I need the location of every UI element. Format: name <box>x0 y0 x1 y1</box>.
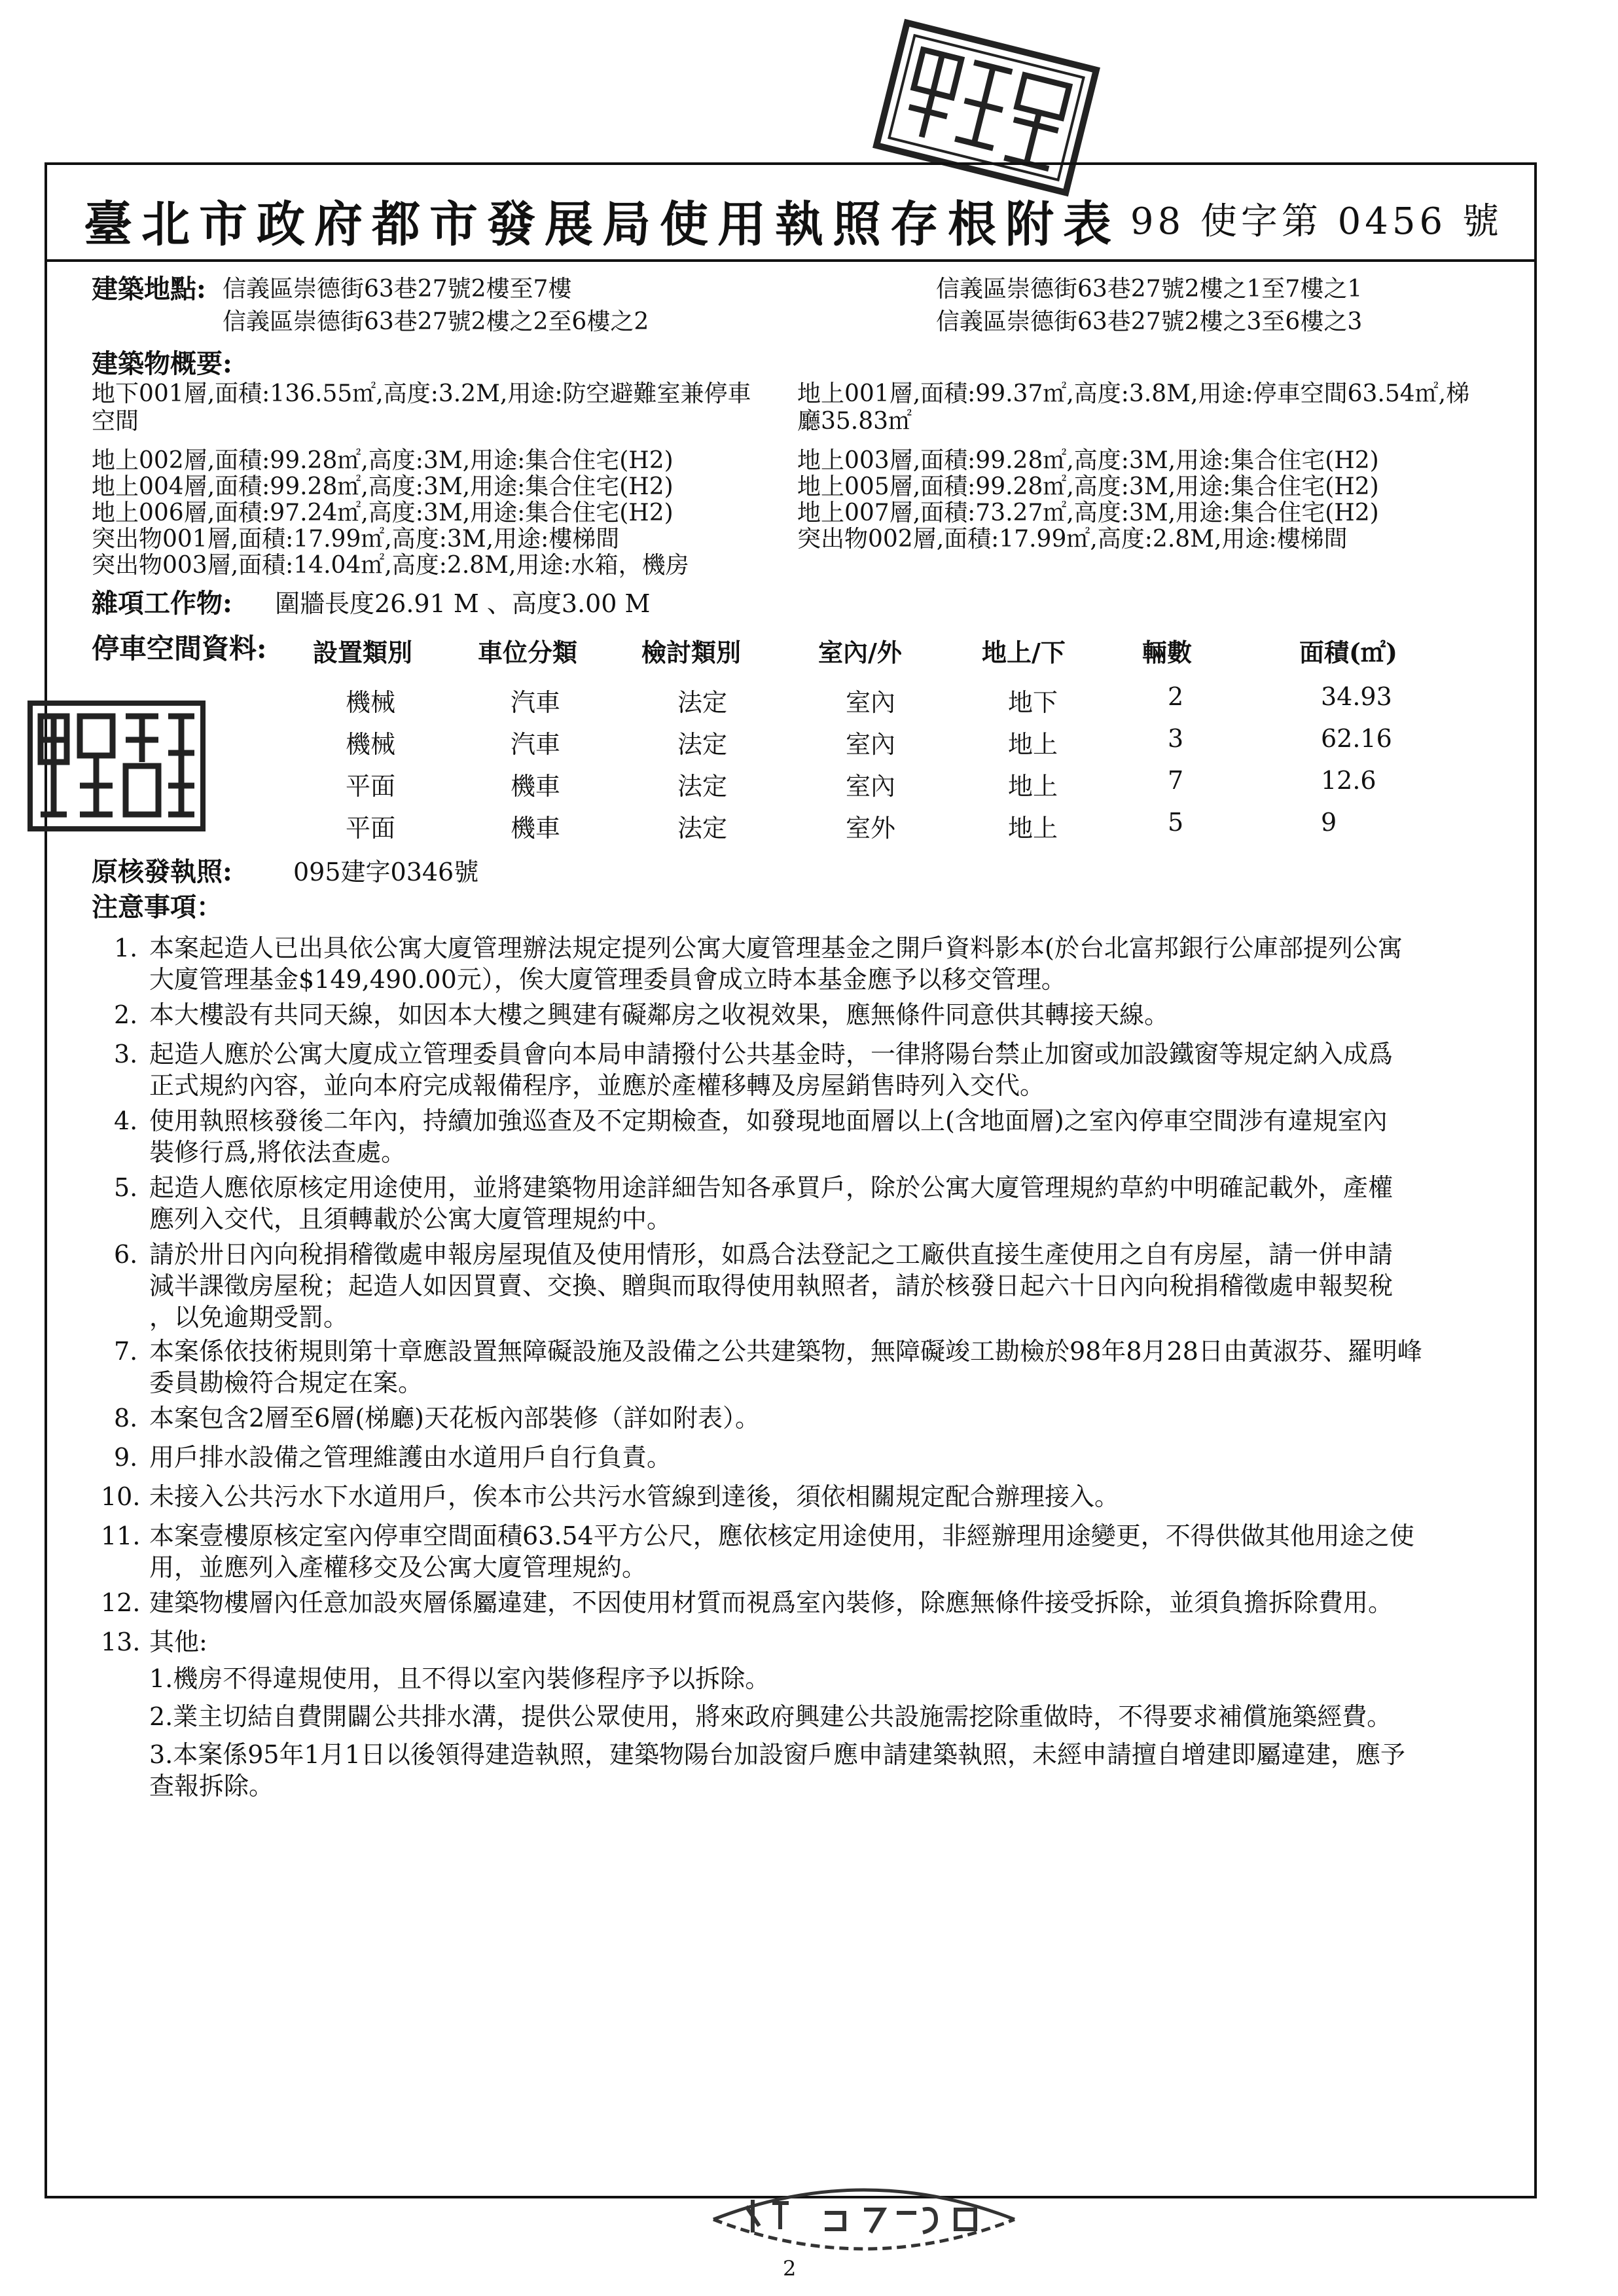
note-number: 2. <box>114 1000 138 1029</box>
note-text: ，以免逾期受罰。 <box>149 1303 349 1332</box>
note-number: 5. <box>114 1173 138 1202</box>
note-number: 12. <box>101 1588 141 1617</box>
bottom-stamp <box>707 2174 1021 2259</box>
note-number: 3. <box>114 1040 138 1068</box>
note-text: 3.本案係95年1月1日以後領得建造執照，建築物陽台加設窗戶應申請建築執照，未經申請擅自增建即屬違建，應予 <box>149 1740 1405 1769</box>
overview-left-4: 地上004層,面積:99.28㎡,高度:3M,用途:集合住宅(H2) <box>92 473 674 500</box>
table-cell: 地下 <box>1008 688 1058 717</box>
note-number: 10. <box>101 1482 141 1511</box>
note-text: 用，並應列入產權移交及公寓大廈管理規約。 <box>149 1553 647 1582</box>
table-cell: 平面 <box>346 772 396 801</box>
note-text: 查報拆除。 <box>149 1772 274 1800</box>
table-cell: 法定 <box>677 814 728 843</box>
parking-header-level: 地上/下 <box>982 638 1066 667</box>
parking-header-type: 設置類別 <box>313 638 413 667</box>
site-line-1: 信義區崇德街63巷27號2樓至7樓 <box>223 276 572 302</box>
parking-header-vehicle: 車位分類 <box>478 638 578 667</box>
table-cell: 法定 <box>677 772 728 801</box>
site-line-4: 信義區崇德街63巷27號2樓之3至6樓之3 <box>936 308 1363 335</box>
table-cell: 2 <box>1168 682 1184 711</box>
table-cell: 地上 <box>1008 730 1058 759</box>
table-cell: 平面 <box>346 814 396 843</box>
page-number: 2 <box>783 2256 797 2281</box>
permit-number: 98 使字第 0456 號 <box>1130 200 1503 243</box>
note-text: 本案係依技術規則第十章應設置無障礙設施及設備之公共建築物，無障礙竣工勘檢於98年8月28日由黃淑芬、羅明峰 <box>149 1337 1422 1366</box>
parking-label: 停車空間資料: <box>92 632 267 665</box>
table-cell: 室內 <box>846 730 896 759</box>
overview-right-6: 突出物002層,面積:17.99㎡,高度:2.8M,用途:樓梯間 <box>797 526 1348 553</box>
table-cell: 5 <box>1168 808 1184 837</box>
note-text: 其他: <box>149 1628 207 1656</box>
overview-left-2: 空間 <box>92 408 139 435</box>
table-cell: 地上 <box>1008 814 1058 843</box>
note-number: 13. <box>101 1628 141 1656</box>
note-number: 4. <box>114 1106 138 1135</box>
table-cell: 62.16 <box>1321 724 1392 753</box>
table-cell: 法定 <box>677 688 728 717</box>
note-text: 起造人應於公寓大廈成立管理委員會向本局申請撥付公共基金時，一律將陽台禁止加窗或加設鐵窗等規定納入成爲 <box>149 1040 1393 1068</box>
note-text: 本大樓設有共同天線，如因本大樓之興建有礙鄰房之收視效果，應無條件同意供其轉接天線。 <box>149 1000 1170 1029</box>
note-number: 1. <box>114 934 138 962</box>
table-cell: 機車 <box>511 814 561 843</box>
note-number: 8. <box>114 1404 138 1432</box>
note-text: 用戶排水設備之管理維護由水道用戶自行負責。 <box>149 1443 672 1472</box>
note-text: 大廈管理基金$149,490.00元），俟大廈管理委員會成立時本基金應予以移交管理。 <box>149 965 1066 994</box>
official-seal-left <box>27 701 206 831</box>
overview-left-7: 突出物003層,面積:14.04㎡,高度:2.8M,用途:水箱，機房 <box>92 552 689 579</box>
note-text: 應列入交代，且須轉載於公寓大廈管理規約中。 <box>149 1205 672 1233</box>
overview-left-1: 地下001層,面積:136.55㎡,高度:3.2M,用途:防空避難室兼停車 <box>92 380 751 407</box>
parking-header-area: 面積(㎡) <box>1299 638 1397 667</box>
table-cell: 34.93 <box>1321 682 1392 711</box>
table-cell: 室外 <box>846 814 896 843</box>
overview-right-4: 地上005層,面積:99.28㎡,高度:3M,用途:集合住宅(H2) <box>797 473 1379 500</box>
table-cell: 地上 <box>1008 772 1058 801</box>
overview-right-5: 地上007層,面積:73.27㎡,高度:3M,用途:集合住宅(H2) <box>797 500 1379 526</box>
overview-left-3: 地上002層,面積:99.28㎡,高度:3M,用途:集合住宅(H2) <box>92 447 674 474</box>
note-text: 本案起造人已出具依公寓大廈管理辦法規定提列公寓大廈管理基金之開戶資料影本(於台北富邦銀行公庫部提列公寓 <box>149 934 1403 962</box>
table-cell: 汽車 <box>511 688 561 717</box>
overview-right-2: 廳35.83㎡ <box>797 408 912 435</box>
overview-right-1: 地上001層,面積:99.37㎡,高度:3.8M,用途:停車空間63.54㎡,梯 <box>797 380 1470 407</box>
misc-works-label: 雜項工作物: <box>92 588 232 619</box>
note-text: 減半課徵房屋稅；起造人如因買賣、交換、贈與而取得使用執照者，請於核發日起六十日內向稅捐稽徵處申報契稅 <box>149 1271 1393 1300</box>
overview-right-3: 地上003層,面積:99.28㎡,高度:3M,用途:集合住宅(H2) <box>797 447 1379 474</box>
misc-works-value: 圍牆長度26.91 M 、高度3.00 M <box>275 589 651 618</box>
note-text: 未接入公共污水下水道用戶，俟本市公共污水管線到達後，須依相關規定配合辦理接入。 <box>149 1482 1120 1511</box>
original-permit-value: 095建字0346號 <box>293 858 479 886</box>
table-cell: 法定 <box>677 730 728 759</box>
title-bar <box>47 165 1534 262</box>
note-text: 請於卅日內向稅捐稽徵處申報房屋現值及使用情形，如爲合法登記之工廠供直接生產使用之自有房屋，請一併申請 <box>149 1240 1393 1269</box>
site-line-3: 信義區崇德街63巷27號2樓之2至6樓之2 <box>223 308 649 335</box>
site-label: 建築地點: <box>92 274 206 304</box>
original-permit-label: 原核發執照: <box>92 856 232 887</box>
table-cell: 機車 <box>511 772 561 801</box>
parking-header-review: 檢討類別 <box>641 638 742 667</box>
table-cell: 室內 <box>846 772 896 801</box>
overview-left-5: 地上006層,面積:97.24㎡,高度:3M,用途:集合住宅(H2) <box>92 500 674 526</box>
note-text: 委員勘檢符合規定在案。 <box>149 1368 423 1397</box>
note-text: 建築物樓層內任意加設夾層係屬違建，不因使用材質而視爲室內裝修，除應無條件接受拆除，並須負擔拆除費用。 <box>149 1588 1393 1617</box>
table-cell: 7 <box>1168 766 1184 795</box>
overview-left-6: 突出物001層,面積:17.99㎡,高度:3M,用途:樓梯間 <box>92 526 620 553</box>
page-title: 臺北市政府都市發展局使用執照存根附表 <box>84 196 1121 253</box>
note-number: 7. <box>114 1337 138 1366</box>
table-cell: 機械 <box>346 688 396 717</box>
parking-header-count: 輛數 <box>1142 638 1193 667</box>
table-cell: 9 <box>1321 808 1337 837</box>
table-cell: 12.6 <box>1321 766 1376 795</box>
table-cell: 室內 <box>846 688 896 717</box>
note-text: 本案包含2層至6層(梯廳)天花板內部裝修（詳如附表）。 <box>149 1404 761 1432</box>
note-number: 6. <box>114 1240 138 1269</box>
note-text: 正式規約內容，並向本府完成報備程序，並應於產權移轉及房屋銷售時列入交代。 <box>149 1071 1045 1100</box>
note-text: 1.機房不得違規使用，且不得以室內裝修程序予以拆除。 <box>149 1664 770 1693</box>
note-number: 11. <box>101 1522 141 1550</box>
note-text: 使用執照核發後二年內，持續加強巡查及不定期檢查，如發現地面層以上(含地面層)之室內停車空間涉有違規室內 <box>149 1106 1388 1135</box>
parking-header-indoor: 室內/外 <box>818 638 902 667</box>
note-text: 2.業主切結自費開闢公共排水溝，提供公眾使用，將來政府興建公共設施需挖除重做時，不得要求補償施築經費。 <box>149 1702 1392 1731</box>
overview-label: 建築物概要: <box>92 348 232 379</box>
note-text: 起造人應依原核定用途使用，並將建築物用途詳細告知各承買戶，除於公寓大廈管理規約草約中明確記載外，產權 <box>149 1173 1393 1202</box>
table-cell: 3 <box>1168 724 1184 753</box>
site-line-2: 信義區崇德街63巷27號2樓之1至7樓之1 <box>936 276 1363 302</box>
table-cell: 機械 <box>346 730 396 759</box>
notes-label: 注意事項： <box>92 892 223 922</box>
note-text: 裝修行爲,將依法查處。 <box>149 1138 406 1167</box>
note-text: 本案壹樓原核定室內停車空間面積63.54平方公尺，應依核定用途使用，非經辦理用途變更，不得供做其他用途之使 <box>149 1522 1414 1550</box>
table-cell: 汽車 <box>511 730 561 759</box>
note-number: 9. <box>114 1443 138 1472</box>
